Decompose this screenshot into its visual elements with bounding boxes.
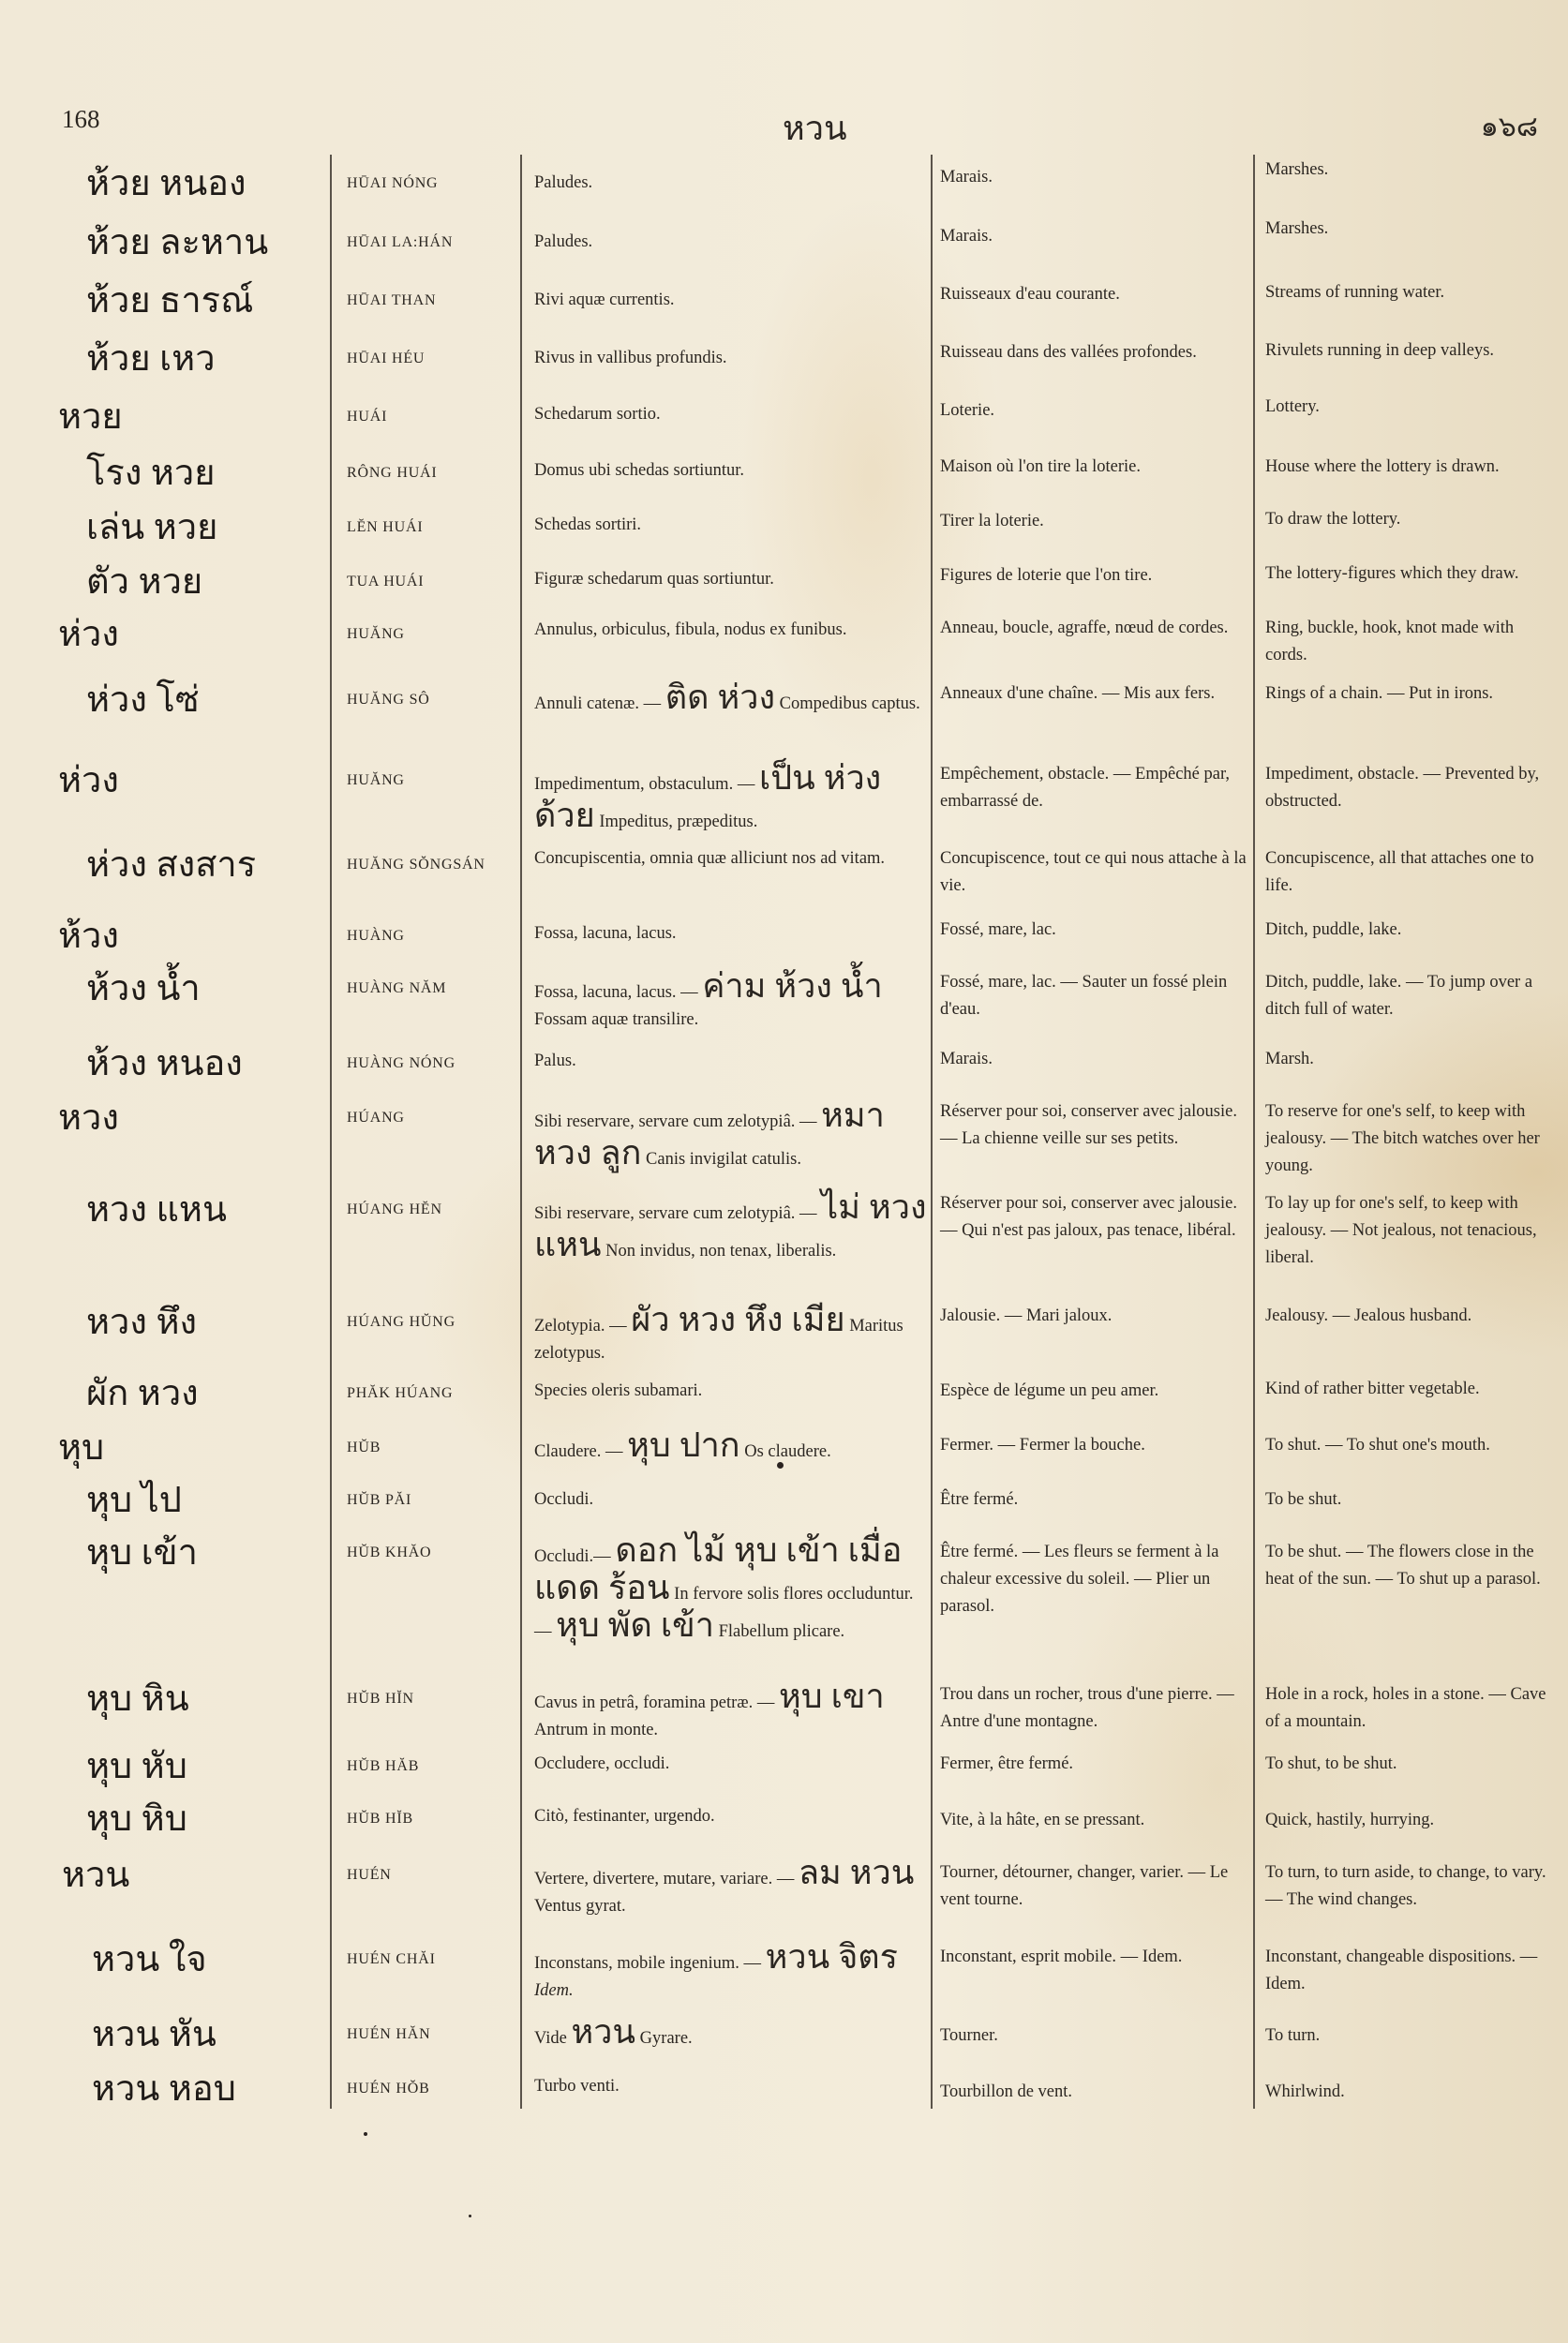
french-definition: Fermer. — Fermer la bouche. [940,1436,1145,1455]
thai-headword: ตัว หวย [86,562,203,602]
romanization: HUÀNG [347,928,405,944]
french-definition: Tourbillon de vent. [940,2082,1073,2101]
english-definition: To turn, to turn aside, to change, to vary. — The wind changes. [1265,1863,1546,1909]
french-definition: Inconstant, esprit mobile. — Idem. [940,1948,1183,1966]
romanization: HŬB HĂB [347,1758,420,1774]
french-definition: Concupiscence, tout ce qui nous attache à la vie. [940,849,1247,895]
thai-headword: หุบ [58,1428,105,1468]
english-definition: Jealousy. — Jealous husband. [1265,1306,1472,1325]
romanization: HUÉN [347,1867,392,1883]
french-definition: Loterie. [940,401,995,420]
thai-headword: ห่วง โซ่ [86,680,200,720]
latin-definition: Impedimentum, obstaculum. — เป็น ห่วง ด้วย Impeditus, præpeditus. [534,759,882,834]
latin-definition: Rivus in vallibus profundis. [534,349,727,367]
romanization: HUĂNG [347,626,405,642]
romanization: HUÉN CHĂI [347,1951,436,1967]
thai-headword: ห่วง สงสาร [86,845,257,885]
english-definition: Ditch, puddle, lake. — To jump over a ditch full of water. [1265,973,1533,1019]
thai-example: หวน จิตร [765,1938,899,1976]
english-definition: Hole in a rock, holes in a stone. — Cave of a mountain. [1265,1685,1546,1731]
latin-definition: Fossa, lacuna, lacus. — ค่าม ห้วง น้ำ Fossam aquæ transilire. [534,967,883,1029]
romanization: HUĂNG SÔ [347,692,430,708]
english-definition: Ring, buckle, hook, knot made with cords. [1265,619,1515,664]
romanization: HŪAI NÓNG [347,175,439,191]
latin-definition: Inconstans, mobile ingenium. — หวน จิตร Idem. [534,1938,899,2000]
thai-example: หวน [571,2013,636,2051]
latin-definition: Sibi reservare, servare cum zelotypiâ. — ไม่ หวง แหน Non invidus, non tenax, liberalis. [534,1188,927,1263]
thai-headword: หวย [58,397,123,437]
latin-definition: Cavus in petrâ, foramina petræ. — หุบ เขา Antrum in monte. [534,1678,885,1739]
french-definition: Tourner, détourner, changer, varier. — Le vent tourne. [940,1863,1229,1909]
french-definition: Jalousie. — Mari jaloux. [940,1306,1113,1325]
latin-definition: Rivi aquæ currentis. [534,291,675,309]
column-divider [330,155,332,2109]
french-definition: Fossé, mare, lac. — Sauter un fossé plein d'eau. [940,973,1228,1019]
thai-headword: ห้วย หนอง [86,164,246,203]
latin-definition: Domus ubi schedas sortiuntur. [534,461,745,480]
thai-headword: ห้วย ละหาน [86,223,269,262]
romanization: HUÉN HŎB [347,2081,430,2097]
french-definition: Marais. [940,1050,993,1068]
ink-spot [364,2132,367,2136]
french-definition: Fermer, être fermé. [940,1754,1074,1773]
thai-headword: หุบ หับ [86,1747,187,1786]
thai-headword: หวง [58,1098,119,1138]
latin-definition: Figuræ schedarum quas sortiuntur. [534,570,774,589]
french-definition: Anneau, boucle, agraffe, nœud de cordes. [940,619,1229,637]
latin-definition: Fossa, lacuna, lacus. [534,924,677,943]
english-definition: To draw the lottery. [1265,510,1401,529]
ink-spot [777,1462,784,1469]
romanization: HUÉN HĂN [347,2026,431,2042]
english-definition: To turn. [1265,2026,1321,2045]
french-definition: Ruisseaux d'eau courante. [940,285,1120,304]
thai-headword: โรง หวย [86,454,216,493]
latin-definition: Turbo venti. [534,2077,620,2096]
page-number-arabic: 168 [62,105,100,133]
romanization: HŪAI THAN [347,292,437,308]
english-definition: House where the lottery is drawn. [1265,457,1500,476]
french-definition: Figures de loterie que l'on tire. [940,566,1153,585]
column-divider [1253,155,1255,2109]
latin-definition: Vertere, divertere, mutare, variare. — ลม หวน Ventus gyrat. [534,1854,915,1916]
romanization: TUA HUÁI [347,574,425,589]
english-definition: Impediment, obstacle. — Prevented by, obstructed. [1265,765,1540,811]
thai-headword: หวน หอบ [92,2069,236,2109]
romanization: PHĂK HÚANG [347,1385,454,1401]
thai-example: ไม่ หวง แหน [534,1188,927,1263]
thai-headword: หุบ เข้า [86,1533,198,1573]
romanization: HŪAI HÉU [347,351,426,366]
french-definition: Anneaux d'une chaîne. — Mis aux fers. [940,684,1216,703]
english-definition: Marshes. [1265,219,1329,238]
romanization: HUÀNG NĂM [347,980,447,996]
thai-headword: ห้วง น้ำ [86,969,201,1008]
thai-headword: ห้วย ธารณ์ [86,281,254,321]
french-definition: Tirer la loterie. [940,512,1044,530]
romanization: HŬB HĬB [347,1811,413,1827]
latin-definition: Occludi.— ดอก ไม้ หุบ เข้า เมื่อ แดด ร้อน In fervore solis flores occluduntur. — หุบ พัด เข้า Flabellum plicare. [534,1531,914,1644]
romanization: HUÀNG NÓNG [347,1055,455,1071]
french-definition: Espèce de légume un peu amer. [940,1381,1159,1400]
english-definition: Marsh. [1265,1050,1314,1068]
french-definition: Tourner. [940,2026,998,2045]
thai-headword: หวน [62,1856,130,1895]
thai-headword: หุบ หิบ [86,1799,187,1839]
french-definition: Maison où l'on tire la loterie. [940,457,1141,476]
thai-example: หมา หวง ลูก [534,1097,885,1172]
latin-definition: Paludes. [534,232,593,251]
english-definition: To shut. — To shut one's mouth. [1265,1436,1490,1455]
latin-definition: Claudere. — หุบ ปาก Os claudere. [534,1426,831,1464]
romanization: HUĂNG [347,772,405,788]
latin-definition: Annuli catenæ. — ติด ห่วง Compedibus captus. [534,679,920,716]
english-definition: Streams of running water. [1265,283,1445,302]
french-definition: Empêchement, obstacle. — Empêché par, embarrassé de. [940,765,1231,811]
latin-definition: Citò, festinanter, urgendo. [534,1807,715,1826]
latin-definition: Schedarum sortio. [534,405,661,424]
column-divider [520,155,522,2109]
thai-headword: ห้วง หนอง [86,1044,243,1083]
latin-definition: Paludes. [534,173,593,192]
latin-definition: Occludi. [534,1490,594,1509]
english-definition: Rivulets running in deep valleys. [1265,341,1495,360]
thai-example: ดอก ไม้ หุบ เข้า เมื่อ แดด ร้อน [534,1531,903,1606]
latin-definition: Concupiscentia, omnia quæ alliciunt nos ad vitam. [534,849,886,868]
french-definition: Trou dans un rocher, trous d'une pierre. — Antre d'une montagne. [940,1685,1234,1731]
english-definition: Kind of rather bitter vegetable. [1265,1380,1480,1398]
column-divider [931,155,933,2109]
english-definition: Lottery. [1265,397,1320,416]
french-definition: Marais. [940,168,993,187]
english-definition: To be shut. — The flowers close in the heat of the sun. — To shut up a parasol. [1265,1543,1541,1589]
latin-definition: Species oleris subamari. [534,1381,703,1400]
romanization: RÔNG HUÁI [347,465,438,481]
latin-definition: Occludere, occludi. [534,1754,670,1773]
thai-headword: หวน หัน [92,2015,217,2054]
latin-definition: Annulus, orbiculus, fibula, nodus ex funibus. [534,620,847,639]
french-definition: Réserver pour soi, conserver avec jalousie. — La chienne veille sur ses petits. [940,1102,1237,1148]
thai-headword: ผัก หวง [86,1374,199,1413]
thai-example: หุบ เขา [779,1678,885,1715]
thai-example: หุบ ปาก [627,1426,740,1464]
romanization: HUÁI [347,409,388,425]
romanization: HŪAI LA:HÁN [347,234,454,250]
romanization: HŬB HĬN [347,1691,414,1707]
english-definition: Ditch, puddle, lake. [1265,920,1402,939]
english-definition: To lay up for one's self, to keep with jealousy. — Not jealous, not tenacious, liberal. [1265,1194,1537,1267]
french-definition: Marais. [940,227,993,246]
english-definition: To be shut. [1265,1490,1342,1509]
latin-definition: Palus. [534,1052,576,1070]
ink-spot [469,2215,471,2217]
english-definition: Concupiscence, all that attaches one to life. [1265,849,1534,895]
romanization: HUĂNG SŎNGSÁN [347,857,485,873]
english-definition: The lottery-figures which they draw. [1265,564,1519,583]
english-definition: Inconstant, changeable dispositions. — Idem. [1265,1948,1538,1993]
english-definition: Whirlwind. [1265,2082,1345,2101]
page-number-thai: ๑๖๘ [1480,112,1538,142]
thai-headword: ห่วง [58,615,119,654]
thai-headword: หวง หึง [86,1303,198,1342]
french-definition: Fossé, mare, lac. [940,920,1056,939]
page-title: หวน [783,110,847,147]
thai-example: ลม หวน [798,1854,915,1891]
thai-headword: หุบ หิน [86,1679,189,1719]
thai-headword: หุบ ไป [86,1481,182,1520]
english-definition: To shut, to be shut. [1265,1754,1397,1773]
latin-definition: Schedas sortiri. [534,515,642,534]
thai-headword: เล่น หวย [86,508,218,547]
latin-definition: Sibi reservare, servare cum zelotypiâ. — หมา หวง ลูก Canis invigilat catulis. [534,1097,885,1172]
thai-example: ผัว หวง หึง เมีย [631,1301,845,1338]
romanization: HÚANG [347,1110,405,1126]
thai-headword: ห่วง [58,761,119,800]
english-definition: To reserve for one's self, to keep with jealousy. — The bitch watches over her young. [1265,1102,1540,1175]
latin-definition: Vide หวน Gyrare. [534,2013,693,2051]
thai-headword: หวน ใจ [92,1940,207,1979]
thai-example: เป็น ห่วง ด้วย [534,759,882,834]
thai-headword: ห้วย เหว [86,339,216,379]
thai-example: หุบ พัด เข้า [556,1606,714,1644]
romanization: LĔN HUÁI [347,519,424,535]
thai-headword: หวง แหน [86,1190,227,1230]
french-definition: Vite, à la hâte, en se pressant. [940,1811,1145,1829]
french-definition: Être fermé. — Les fleurs se ferment à la chaleur excessive du soleil. — Plier un parasol. [940,1543,1219,1616]
english-definition: Marshes. [1265,160,1329,179]
romanization: HŬB [347,1440,381,1455]
french-definition: Être fermé. [940,1490,1019,1509]
thai-headword: ห้วง [58,917,119,956]
english-definition: Rings of a chain. — Put in irons. [1265,684,1494,703]
french-definition: Ruisseau dans des vallées profondes. [940,343,1197,362]
thai-example: ติด ห่วง [665,679,776,716]
romanization: HÚANG HŬNG [347,1314,455,1330]
romanization: HÚANG HĔN [347,1201,442,1217]
english-definition: Quick, hastily, hurrying. [1265,1811,1435,1829]
french-definition: Réserver pour soi, conserver avec jalousie. — Qui n'est pas jaloux, pas tenace, libéral. [940,1194,1237,1240]
thai-example: ค่าม ห้วง น้ำ [702,967,883,1005]
romanization: HŬB PĂI [347,1492,412,1508]
romanization: HŬB KHĂO [347,1545,432,1560]
latin-definition: Zelotypia. — ผัว หวง หึง เมีย Maritus zelotypus. [534,1301,903,1363]
